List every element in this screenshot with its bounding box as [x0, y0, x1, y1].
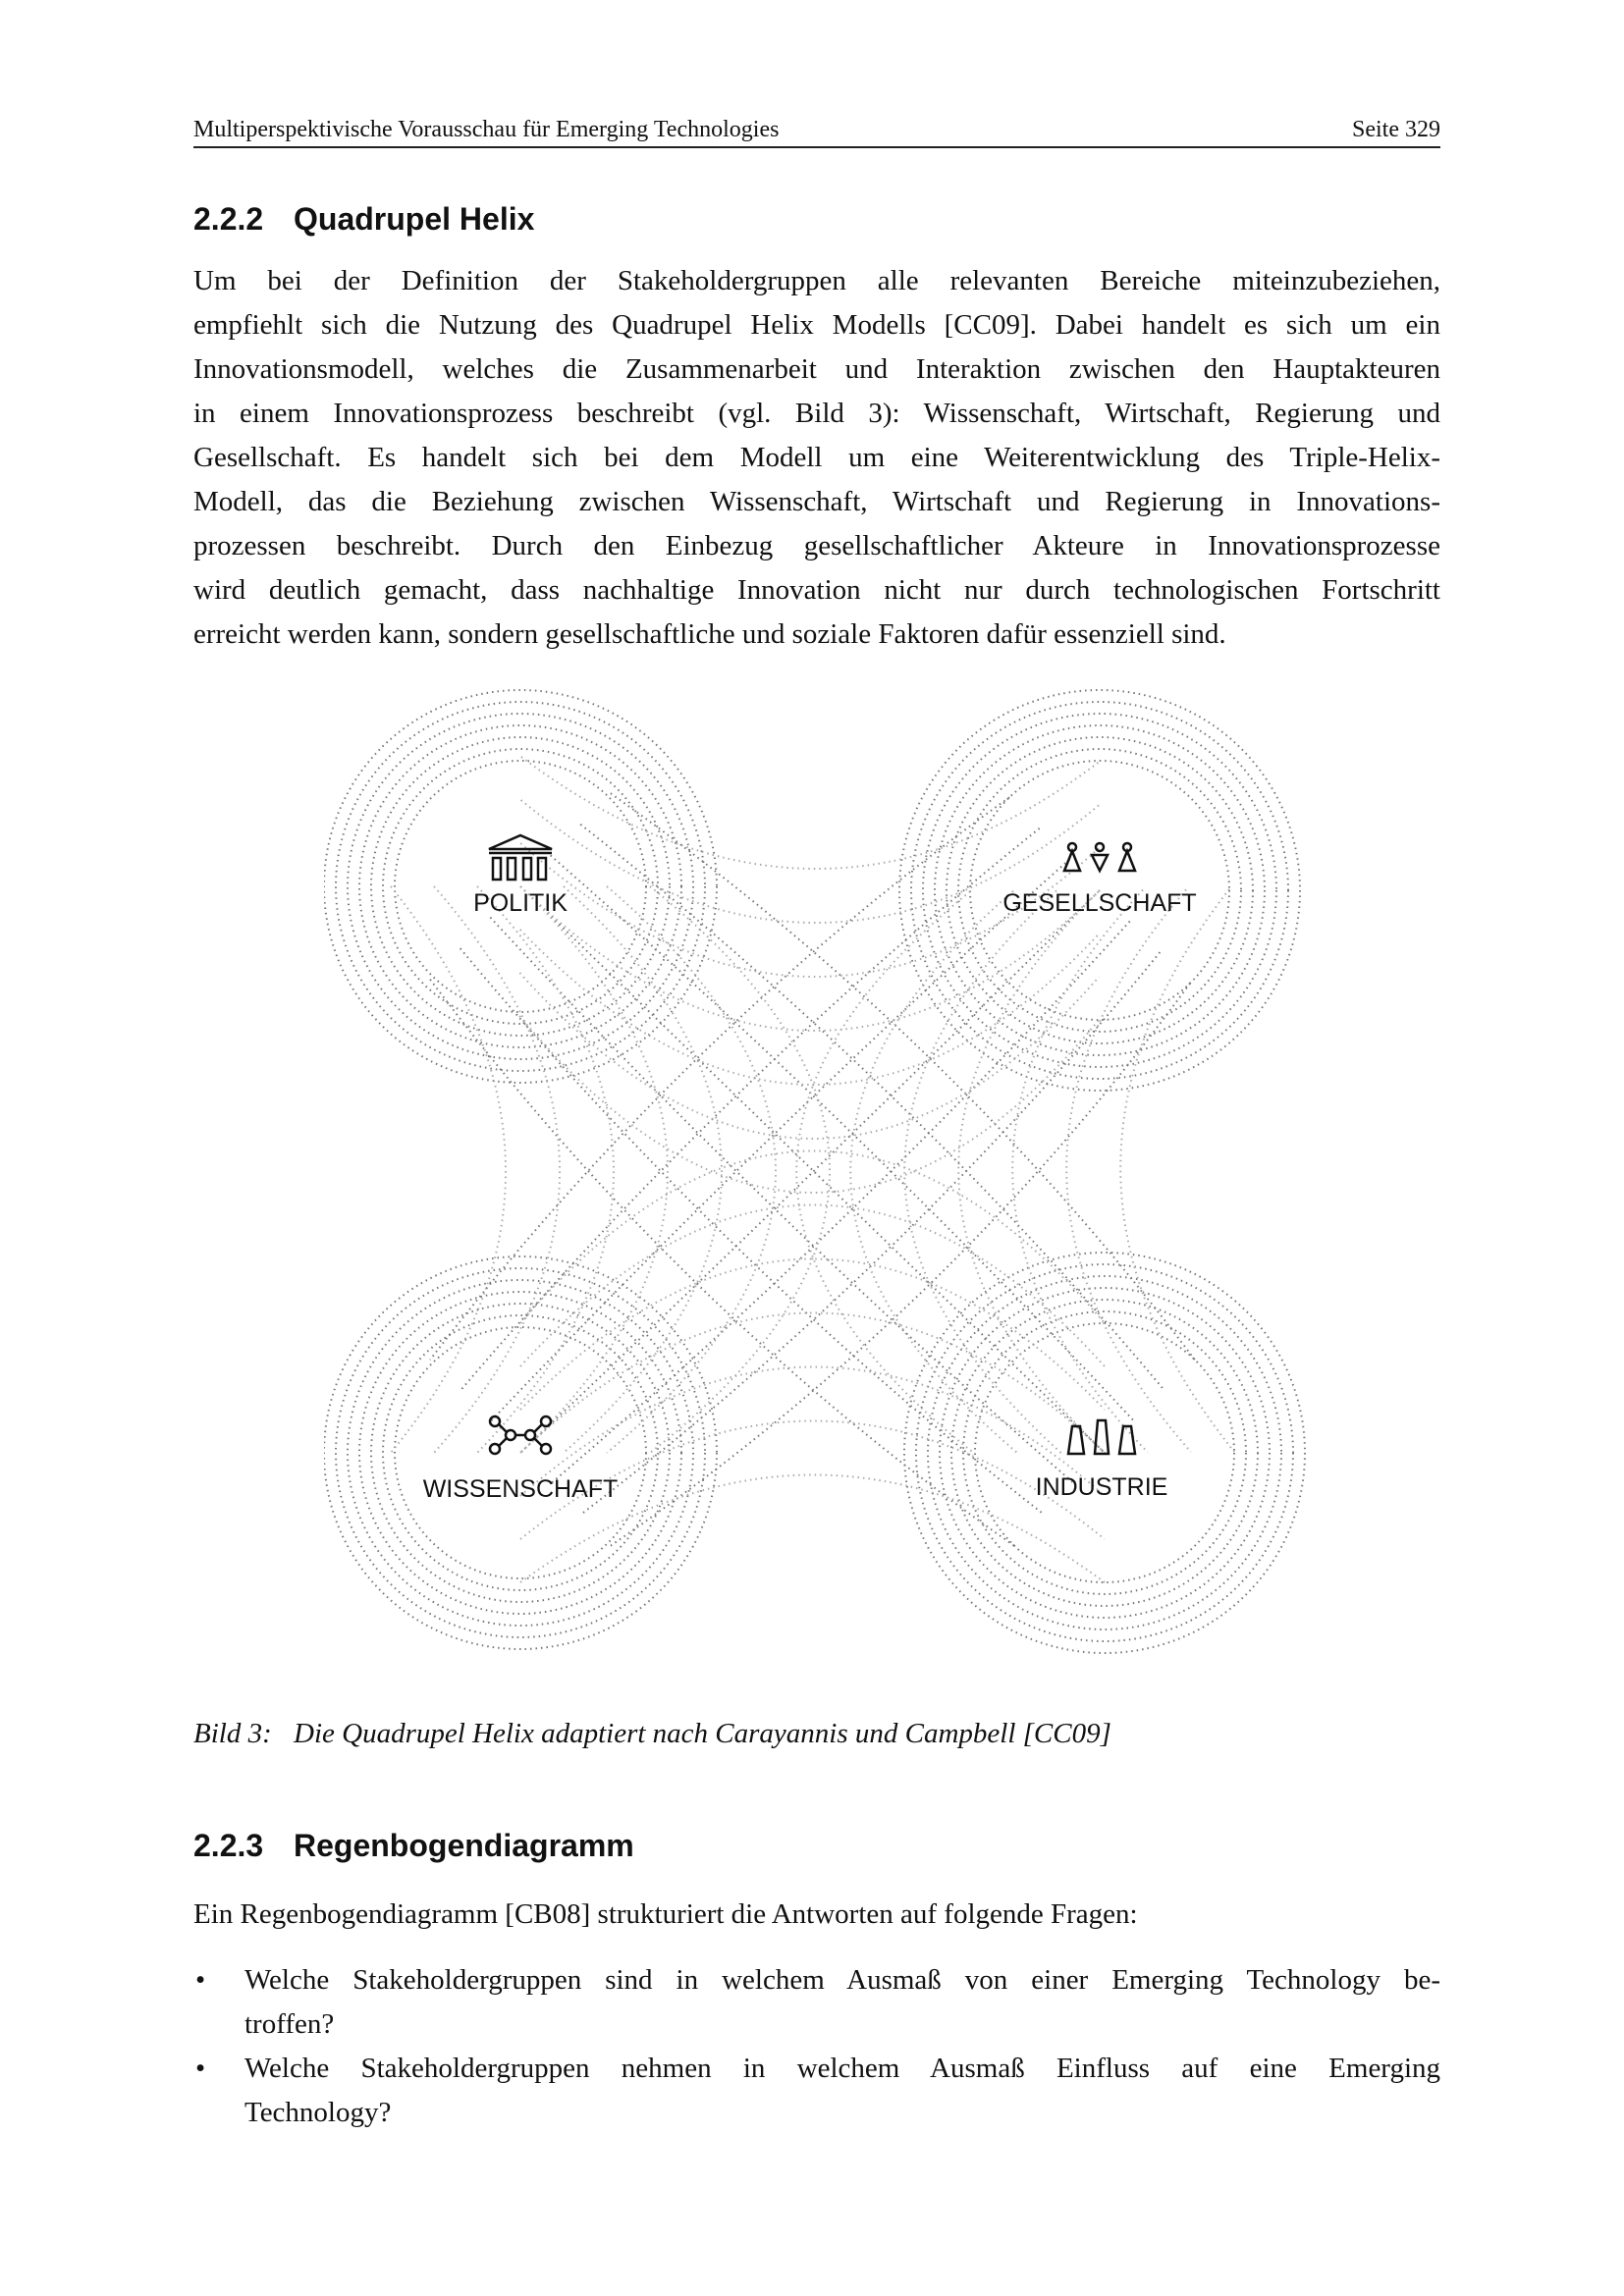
text-line: Welche Stakeholdergruppen sind in welchem Ausmaß von einer Emerging Technology be-	[244, 1964, 1440, 1996]
header-title: Multiperspektivische Vorausschau für Emerging Technologies	[193, 117, 780, 142]
label-gesellschaft: GESELLSCHAFT	[1002, 889, 1197, 917]
section-heading-quadrupel-helix	[193, 201, 534, 238]
dotted-connection	[520, 1205, 1105, 1367]
politik-node	[473, 835, 568, 917]
section-heading-regenbogendiagramm	[193, 1828, 634, 1864]
dotted-connection	[650, 886, 830, 1453]
dotted-connection	[434, 886, 560, 1453]
section-title: Quadrupel Helix	[294, 201, 535, 237]
dotted-connection	[490, 859, 1069, 1421]
dotted-connection	[520, 886, 1105, 1453]
label-industrie: INDUSTRIE	[1035, 1473, 1168, 1501]
dotted-connection	[520, 1313, 1105, 1454]
text-line: Modell, das die Beziehung zwischen Wissenschaft, Wirtschaft und Regierung in Innovations-	[193, 486, 1440, 517]
text-line: Technology?	[244, 2097, 392, 2128]
helix-diagram	[324, 682, 1306, 1674]
bullet-icon: •	[195, 2053, 206, 2084]
dotted-connection	[520, 886, 668, 1453]
running-header	[193, 110, 1440, 148]
gesellschaft-node	[1002, 843, 1196, 917]
dotted-helix-loops	[324, 690, 1305, 1653]
text-line: Um bei der Definition der Stakeholdergruppen alle relevanten Bereiche miteinzubeziehen,	[193, 265, 1440, 296]
figure-caption	[193, 1718, 1111, 1750]
label-politik: POLITIK	[473, 889, 568, 917]
dotted-connection	[796, 891, 975, 1454]
building-columns-icon	[489, 835, 552, 880]
caption-label: Bild 3:	[193, 1718, 272, 1749]
dotted-connection	[1120, 889, 1234, 1452]
text-line: erreicht werden kann, sondern gesellschaftliche und soziale Faktoren dafür essenziell sind.	[193, 618, 1226, 650]
dotted-connection	[520, 890, 1100, 1453]
section-title: Regenbogendiagramm	[294, 1828, 634, 1863]
quadrupel-helix-figure	[324, 682, 1306, 1674]
text-line: Welche Stakeholdergruppen nehmen in welchem Ausmaß Einfluss auf eine Emerging	[244, 2053, 1440, 2084]
dotted-connection	[521, 757, 1101, 869]
label-wissenschaft: WISSENSCHAFT	[422, 1475, 619, 1503]
text-line: prozessen beschreibt. Durch den Einbezug gesellschaftlicher Akteure in Innovationsprozesse	[193, 530, 1440, 561]
bullet-icon: •	[195, 1964, 206, 1996]
dotted-connection	[477, 886, 614, 1453]
dotted-connection	[519, 1016, 1099, 1193]
section-number: 2.2.2	[193, 201, 264, 237]
dotted-connection	[430, 980, 1014, 1546]
network-icon	[490, 1416, 551, 1454]
dotted-connection	[580, 952, 1160, 1515]
text-line: troffen?	[244, 2008, 335, 2040]
text-line: empfiehlt sich die Nutzung des Quadrupel Helix Modells [CC09]. Dabei handelt es sich um ein	[193, 309, 1440, 341]
dotted-connection	[519, 973, 1099, 1139]
text-line: in einem Innovationsprozess beschreibt (vgl. Bild 3): Wissenschaft, Wirtschaft, Regierung und	[193, 398, 1440, 429]
question-list	[193, 1958, 1440, 2135]
text-line: wird deutlich gemacht, dass nachhaltige Innovation nicht nur durch technologischen Fortschritt	[193, 574, 1440, 606]
text-line: Gesellschaft. Es handelt sich bei dem Modell um eine Weiterentwicklung des Triple-Helix-	[193, 442, 1440, 473]
dotted-connection	[391, 886, 506, 1453]
dotted-connection	[1012, 890, 1148, 1453]
dotted-connection	[958, 890, 1105, 1453]
industrie-node	[1036, 1420, 1168, 1501]
dotted-connection	[551, 855, 1135, 1421]
paragraph-regenbogendiagramm	[193, 1893, 1440, 1937]
page-number: Seite 329	[1352, 117, 1440, 142]
dotted-connection	[430, 797, 1009, 1360]
dotted-connection	[904, 890, 1061, 1453]
list-item	[193, 2047, 1440, 2135]
dotted-connection	[520, 1259, 1105, 1411]
text-line: Innovationsmodell, welches die Zusammenarbeit und Interaktion zwischen den Hauptakteuren	[193, 353, 1440, 385]
paragraph-quadrupel-helix	[193, 259, 1440, 657]
caption-text: Die Quadrupel Helix adaptiert nach Carayannis und Campbell [CC09]	[294, 1718, 1111, 1749]
section-number: 2.2.3	[193, 1828, 264, 1863]
text-line: Ein Regenbogendiagramm [CB08] strukturiert die Antworten auf folgende Fragen:	[193, 1898, 1138, 1930]
dotted-connection	[611, 793, 1195, 1360]
people-icon	[1064, 843, 1135, 871]
dotted-connection	[551, 922, 1130, 1484]
wissenschaft-node	[423, 1416, 619, 1503]
list-item	[193, 1958, 1440, 2047]
dotted-connection	[850, 891, 1018, 1454]
